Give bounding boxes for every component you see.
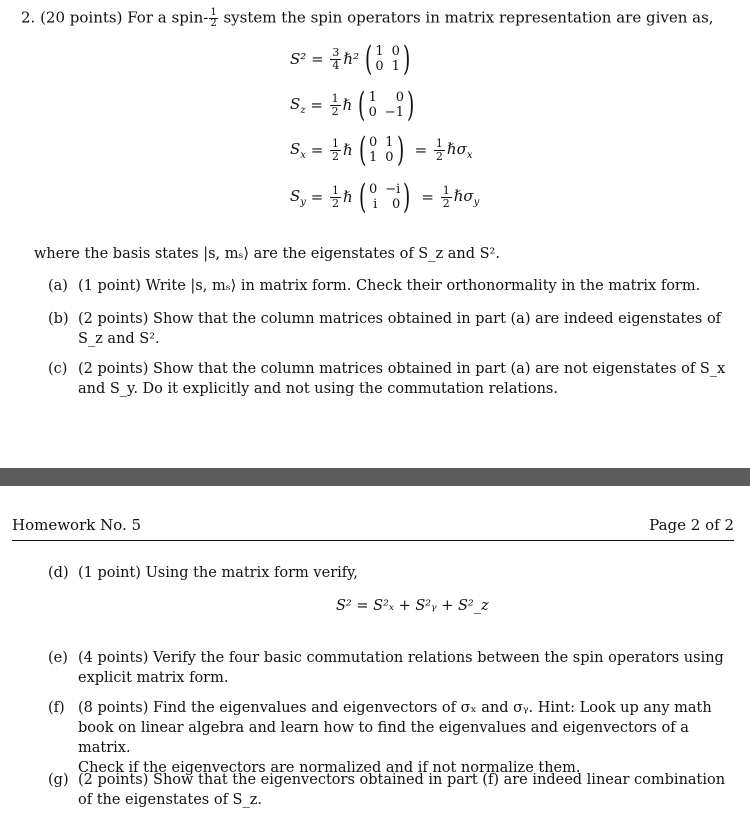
basis-states-text: where the basis states |s, mₛ⟩ are the eigenstates of S_z and S². <box>34 246 500 262</box>
matrix-s-squared: ( 1 0 0 1 ) <box>365 39 411 79</box>
spin-fraction: $\frac{1}{2}$ <box>210 7 217 29</box>
item-a-text: (1 point) Write |s, mₛ⟩ in matrix form. Check their orthonormality in the matrix form. <box>78 278 701 294</box>
item-b-line1: (2 points) Show that the column matrices obtained in part (a) are indeed eigenstates of <box>78 311 722 327</box>
item-b-label: (b) <box>48 311 69 327</box>
question-header <box>21 8 714 29</box>
item-e-line1: (4 points) Verify the four basic commutation relations between the spin operators using <box>78 650 724 666</box>
item-f-line2: book on linear algebra and learn how to find the eigenvalues and eigenvectors of a matrix. <box>78 720 689 756</box>
item-c-line2: and S_y. Do it explicitly and not using the commutation relations. <box>78 381 558 397</box>
item-c <box>48 359 738 399</box>
equation-s-z: $S_z$ = 1 2 ℏ ( 1 0 0 −1 ) <box>290 88 420 122</box>
equation-s-x: $S_x$ = 1 2 ℏ ( 0 1 1 0 ) = 1 2 ℏσ$_x$ <box>290 130 473 170</box>
homework-number: Homework No. 5 <box>12 516 142 534</box>
item-d-label: (d) <box>48 565 69 581</box>
item-a-label: (a) <box>48 278 68 294</box>
item-c-label: (c) <box>48 361 68 377</box>
item-f-line1: (8 points) Find the eigenvalues and eigenvectors of σₓ and σᵧ. Hint: Look up any math <box>78 700 712 716</box>
item-g-label: (g) <box>48 772 69 788</box>
item-e-label: (e) <box>48 650 68 666</box>
page-separator <box>0 468 750 486</box>
item-f <box>48 698 738 778</box>
question-header-prefix: 2. (20 points) For a spin- <box>21 8 209 27</box>
item-c-line1: (2 points) Show that the column matrices obtained in part (a) are not eigenstates of S_x <box>78 361 726 377</box>
equation-s-y: $S_y$ = 1 2 ℏ ( 0 −i i 0 ) = 1 2 ℏσ$_y$ <box>290 177 480 217</box>
matrix-s-y: ( 0 −i i 0 ) <box>358 177 411 217</box>
item-d <box>48 563 358 583</box>
item-b-line2: S_z and S². <box>78 331 160 347</box>
item-e-line2: explicit matrix form. <box>78 670 229 686</box>
page-2 <box>0 486 750 827</box>
item-e <box>48 648 738 688</box>
item-g-line2: of the eigenstates of S_z. <box>78 792 262 808</box>
item-b <box>48 309 738 349</box>
item-a <box>48 276 700 296</box>
page-number: Page 2 of 2 <box>649 516 734 534</box>
matrix-s-x: ( 0 1 1 0 ) <box>358 130 404 170</box>
page-header <box>12 516 734 541</box>
item-f-label: (f) <box>48 700 65 716</box>
question-header-suffix: system the spin operators in matrix representation are given as, <box>218 8 714 27</box>
equation-sum-squares: S² = S²ₓ + S²ᵧ + S²_z <box>336 598 489 614</box>
matrix-s-z: ( 1 0 0 −1 ) <box>358 85 415 125</box>
item-g-line1: (2 points) Show that the eigenvectors obtained in part (f) are indeed linear combination <box>78 772 726 788</box>
item-d-text: (1 point) Using the matrix form verify, <box>78 565 359 581</box>
item-f-line3: Check if the eigenvectors are normalized and if not normalize them. <box>78 760 581 776</box>
equation-s-squared: S² = 3 4 ℏ² ( 1 0 0 1 ) <box>290 42 416 76</box>
item-g <box>48 770 738 810</box>
